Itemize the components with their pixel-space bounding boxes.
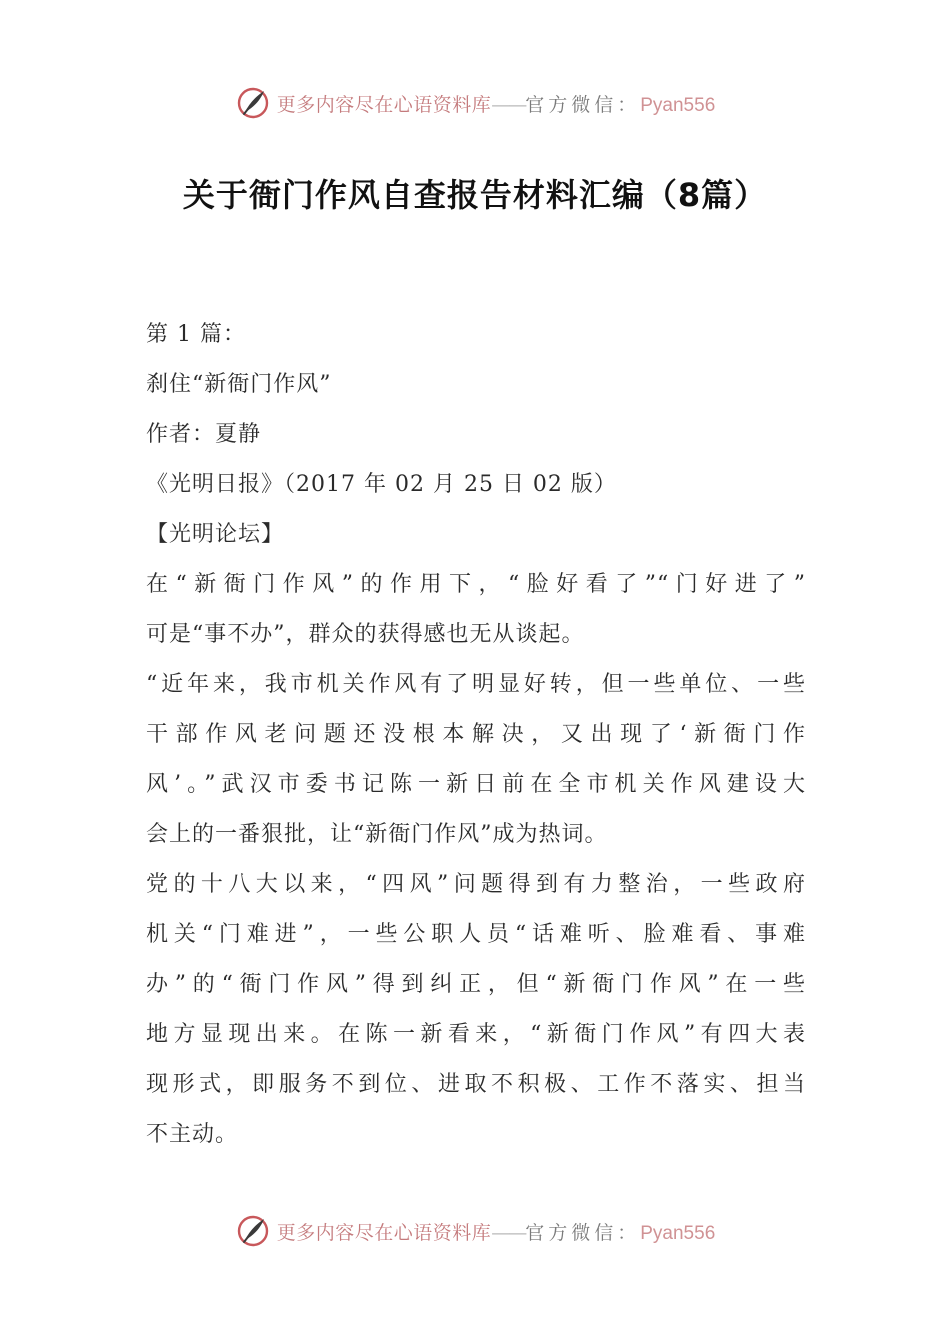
- article-title: 刹住“新衙门作风”: [146, 372, 332, 397]
- banner-wechat-id: Pyan556: [640, 94, 716, 116]
- body-line: 机关“门难进”，一些公职人员“话难听、脸难看、事难: [146, 922, 806, 947]
- section-heading: 第 1 篇：: [146, 322, 246, 347]
- banner-wechat-label: 官方微信：: [525, 1221, 641, 1244]
- banner-brand: 更多内容尽在心语资料库: [276, 93, 492, 116]
- banner-dash: ——: [491, 93, 526, 116]
- body-line: 地方显现出来。在陈一新看来，“新衙门作风”有四大表: [146, 1022, 806, 1047]
- quill-logo-icon: [235, 85, 271, 121]
- banner-wechat-id: Pyan556: [640, 1222, 716, 1244]
- footer-banner: [0, 1206, 950, 1256]
- document-body: [146, 310, 806, 1160]
- body-line: 可是“事不办”，群众的获得感也无从谈起。: [146, 622, 585, 647]
- body-line: 干部作风老问题还没根本解决，又出现了‘新衙门作: [146, 722, 806, 747]
- body-line: 会上的一番狠批，让“新衙门作风”成为热词。: [146, 822, 608, 847]
- article-column: 【光明论坛】: [146, 522, 285, 547]
- article-source: 《光明日报》（2017 年 02 月 25 日 02 版）: [146, 472, 617, 497]
- header-banner-text: [277, 90, 716, 117]
- body-line: 在“新衙门作风”的作用下，“脸好看了”“门好进了”: [146, 572, 806, 597]
- body-line: “近年来，我市机关作风有了明显好转，但一些单位、一些: [146, 672, 806, 697]
- body-line: 不主动。: [146, 1122, 239, 1147]
- banner-brand: 更多内容尽在心语资料库: [276, 1221, 492, 1244]
- header-banner: [0, 78, 950, 128]
- body-line: 办”的“衙门作风”得到纠正，但“新衙门作风”在一些: [146, 972, 806, 997]
- document-title: 关于衙门作风自查报告材料汇编（8篇）: [182, 176, 768, 214]
- body-line: 现形式，即服务不到位、进取不积极、工作不落实、担当: [146, 1072, 806, 1097]
- banner-wechat-label: 官方微信：: [525, 93, 641, 116]
- quill-logo-icon: [235, 1213, 271, 1249]
- body-line: 党的十八大以来，“四风”问题得到有力整治，一些政府: [146, 872, 806, 897]
- article-author: 作者：夏静: [146, 422, 262, 447]
- footer-banner-text: [277, 1218, 716, 1245]
- banner-dash: ——: [491, 1221, 526, 1244]
- body-line: 风’。”武汉市委书记陈一新日前在全市机关作风建设大: [146, 772, 806, 797]
